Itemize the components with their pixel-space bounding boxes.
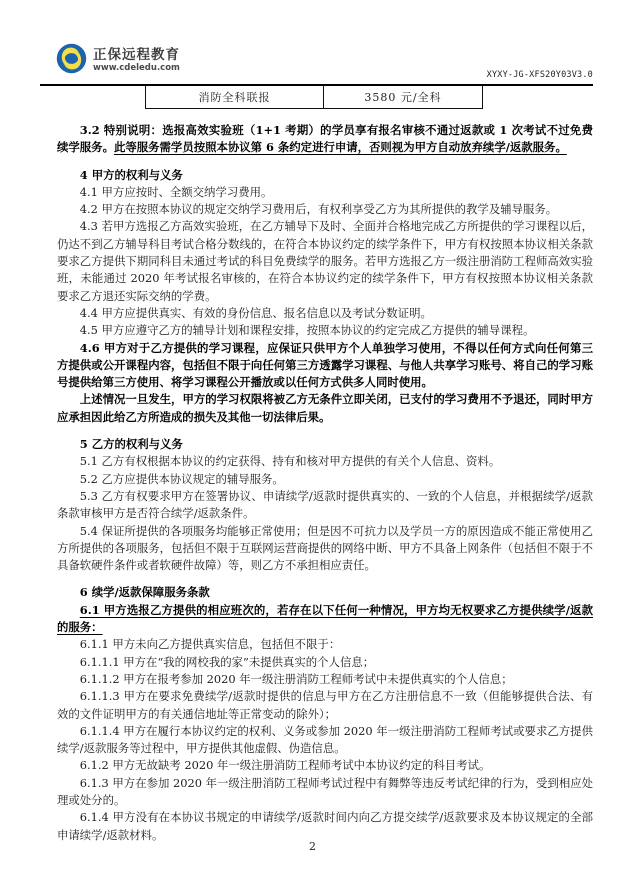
paragraph: 6.1.3 甲方在参加 2020 年一级注册消防工程师考试过程中有舞弊等违反考试纪律的行为，受到相应处理或处分的。 bbox=[57, 775, 593, 807]
paragraph: 6.1.1.2 甲方在报考参加 2020 年一级注册消防工程师考试中未提供真实的个人信息； bbox=[79, 671, 513, 686]
paragraph: 6.1.1.4 甲方在履行本协议约定的权利、义务或参加 2020 年一级注册消防工程师考试或要求乙方提供续学/返款服务等过程中，甲方提供其他虚假、伪造信息。 bbox=[57, 723, 593, 756]
paragraph: 4.6 甲方对于乙方提供的学习课程，应保证只供甲方个人单独学习使用，不得以任何方式向任何第三方提供或公开课程内容，包括但不限于向任何第三方透露学习课程、与他人共享学习账号、将自己的学习账号提供给第三方使用、将学习课程公开播放或以任何方式供多人同时使用。 bbox=[57, 340, 593, 390]
paragraph: 5.4 保证所提供的各项服务均能够正常使用；但是因不可抗力以及学员一方的原因造成不能正常使用乙方所提供的各项服务，包括但不限于互联网运营商提供的网络中断、甲方不具备上网条件（包括但不限于不具备软硬件条件或者软硬件故障）等，则乙方不承担相应责任。 bbox=[57, 523, 593, 573]
course-price-table bbox=[145, 85, 483, 109]
paragraph: 6.1 甲方选报乙方提供的相应班次的，若存在以下任何一种情况，甲方均无权要求乙方提供续学/返款的服务： bbox=[57, 602, 593, 635]
document-code: XYXY-JG-XFS20Y03V3.0 bbox=[486, 70, 593, 80]
paragraph: 4.5 甲方应遵守乙方的辅导计划和课程安排，按照本协议的约定完成乙方提供的辅导课程。 bbox=[79, 323, 535, 338]
section-heading: 5 乙方的权利与义务 bbox=[79, 437, 183, 452]
paragraph: 上述情况一旦发生，甲方的学习权限将被乙方无条件立即关闭，已支付的学习费用不予退还，同时甲方应承担因此给乙方所造成的损失及其他一切法律后果。 bbox=[57, 392, 593, 424]
clause: 3.2 特别说明：选报高效实验班（1+1 考期）的学员享有报名审核不通过返款或 1 次考试不过免费续学服务。 bbox=[57, 123, 593, 155]
brand-name: 正保远程教育 bbox=[93, 46, 180, 63]
paragraph: 6.1.1 甲方未向乙方提供真实信息，包括但不限于： bbox=[79, 637, 341, 652]
section-heading: 4 甲方的权利与义务 bbox=[79, 167, 183, 182]
course-name-cell: 消防全科联报 bbox=[146, 85, 324, 108]
page-number: 2 bbox=[309, 840, 316, 853]
brand-url: www.cdeledu.com bbox=[93, 62, 180, 73]
paragraph: 6.1.2 甲方无故缺考 2020 年一级注册消防工程师考试中本协议约定的科目考试。 bbox=[79, 758, 491, 773]
paragraph: 4.3 若甲方选报乙方高效实验班，在乙方辅导下及时、全面并合格地完成乙方所提供的学习课程以后，仍达不到乙方辅导科目考试合格分数线的，在符合本协议约定的续学条件下，甲方有权按照本协议相关条款要求乙方提供下期同科目未通过考试的科目免费续学的服务。若甲方选报乙方一级注册消防工程师高效实验班，未能通过 2020 年考试报名审核的，在符合本协议约定的续学条件下，甲方有权按照本协议相关条款要求乙方退还实际交纳的学费。 bbox=[57, 219, 593, 303]
section-heading: 6 续学/返款保障服务条款 bbox=[79, 585, 210, 600]
paragraph bbox=[57, 122, 593, 157]
paragraph: 6.1.1.1 甲方在“我的网校我的家”未提供真实的个人信息； bbox=[79, 654, 375, 669]
underlined-clause: 此等服务需学员按照本协议第 6 条约定进行申请，否则视为甲方自动放弃续学/返款服务。 bbox=[113, 140, 567, 155]
paragraph: 6.1.1.3 甲方在要求免费续学/返款时提供的信息与甲方在乙方注册信息不一致（但能够提供合法、有效的文件证明甲方的有关通信地址等正常变动的除外）； bbox=[57, 689, 593, 721]
paragraph: 4.4 甲方应提供真实、有效的身份信息、报名信息以及考试分数证明。 bbox=[79, 305, 432, 320]
paragraph: 5.1 乙方有权根据本协议的约定获得、持有和核对甲方提供的有关个人信息、资料。 bbox=[79, 454, 501, 469]
course-price-cell: 3580 元/全科 bbox=[364, 90, 442, 104]
paragraph: 4.1 甲方应按时、全额交纳学习费用。 bbox=[79, 184, 273, 199]
brand-logo-icon bbox=[56, 43, 87, 78]
paragraph: 6.1.4 甲方没有在本协议书规定的申请续学/返款时间内向乙方提交续学/返款要求及本协议规定的全部申请续学/返款材料。 bbox=[57, 810, 593, 842]
brand-logo bbox=[56, 43, 180, 78]
document-body bbox=[57, 122, 593, 844]
paragraph: 5.3 乙方有权要求甲方在签署协议、申请续学/返款时提供真实的、一致的个人信息，并根据续学/返款条款审核甲方是否符合续学/返款条件。 bbox=[57, 488, 593, 521]
paragraph: 5.2 乙方应提供本协议规定的辅导服务。 bbox=[79, 471, 284, 486]
paragraph: 4.2 甲方在按照本协议的规定交纳学习费用后，有权利享受乙方为其所提供的教学及辅导服务。 bbox=[79, 202, 558, 217]
